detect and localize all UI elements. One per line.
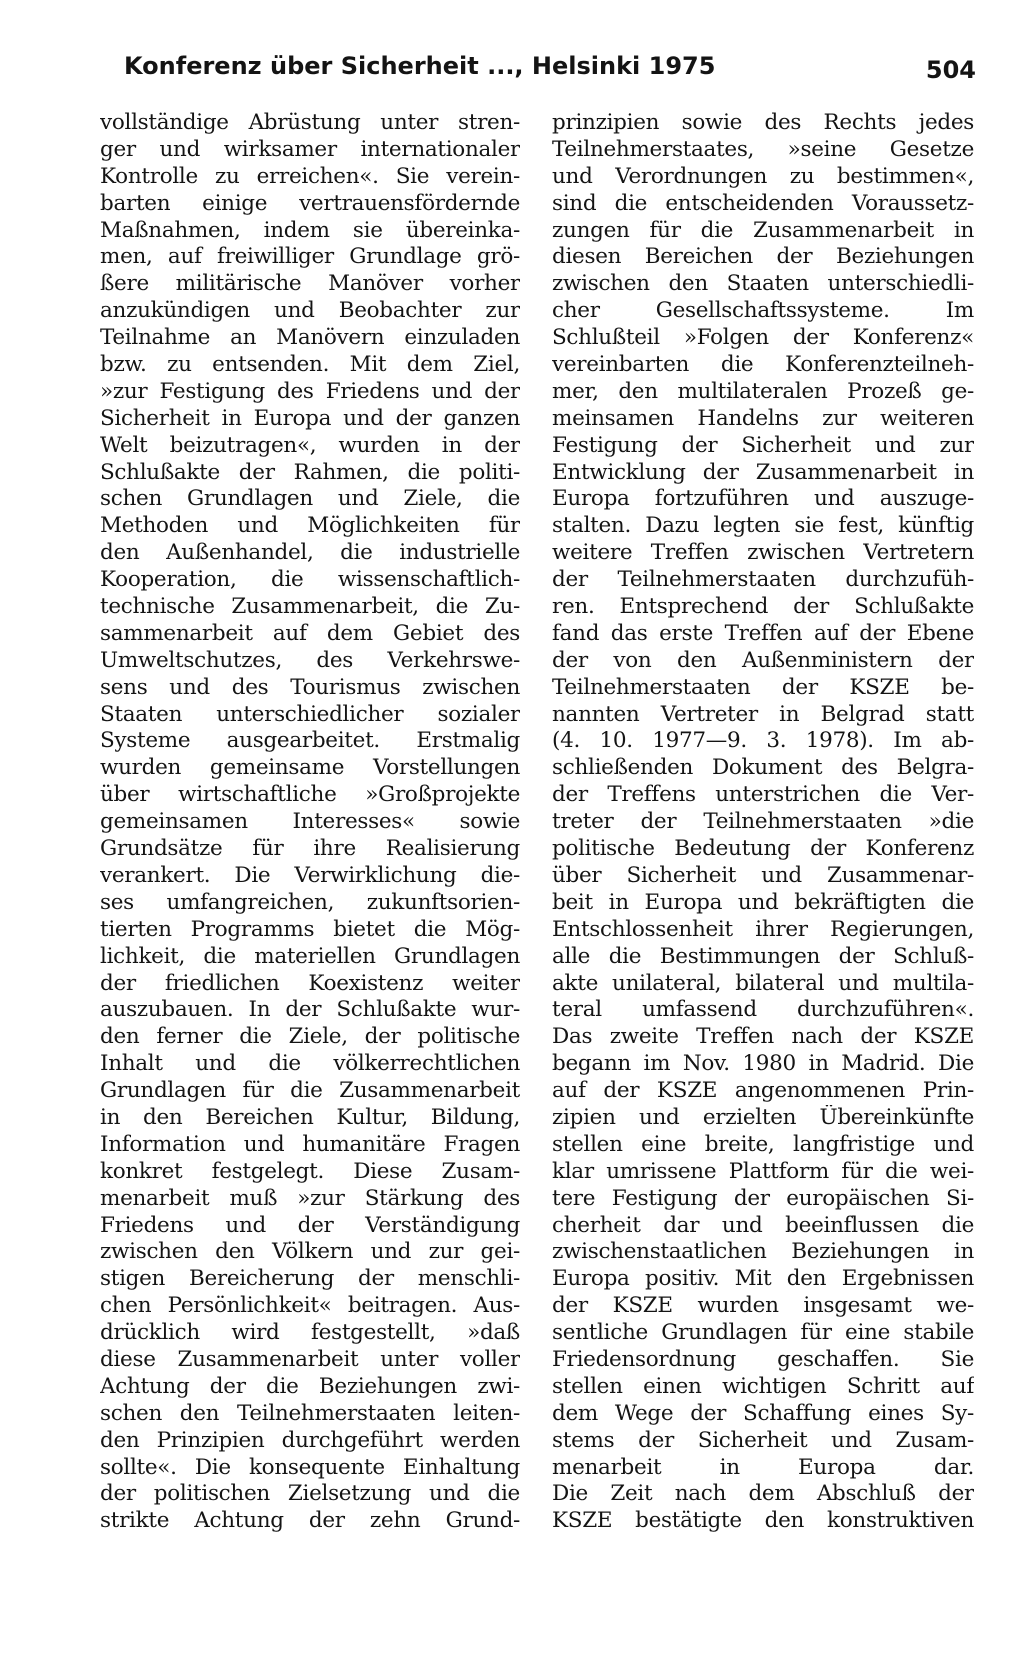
text-line: zipien und erzielten Übereinkünfte <box>552 1104 974 1130</box>
text-line: Teilnahme an Manövern einzuladen <box>100 325 520 351</box>
text-line: konkret festgelegt. Diese Zusam- <box>100 1158 520 1184</box>
text-line: Festigung der Sicherheit und zur <box>552 432 974 458</box>
text-line: sollte«. Die konsequente Einhaltung <box>100 1454 520 1480</box>
text-line: fand das erste Treffen auf der Ebene <box>552 620 974 646</box>
text-line: Die Zeit nach dem Abschluß der <box>552 1481 974 1507</box>
text-line: Maßnahmen, indem sie übereinka- <box>100 217 520 243</box>
text-line: Sicherheit in Europa und der ganzen <box>100 405 520 431</box>
text-line: zwischenstaatlichen Beziehungen in <box>552 1239 974 1265</box>
text-line: der von den Außenministern der <box>552 647 974 673</box>
text-line: Systeme ausgearbeitet. Erstmalig <box>100 728 520 754</box>
text-line: Umweltschutzes, des Verkehrswe- <box>100 647 520 673</box>
text-line: beit in Europa und bekräftigten die <box>552 889 974 915</box>
text-line: der KSZE wurden insgesamt we- <box>552 1293 974 1319</box>
text-line: cherheit dar und beeinflussen die <box>552 1212 974 1238</box>
text-line: politische Bedeutung der Konferenz <box>552 836 974 862</box>
page-number: 504 <box>925 56 976 84</box>
text-line: diesen Bereichen der Beziehungen <box>552 244 974 270</box>
text-line: Entwicklung der Zusammenarbeit in <box>552 459 974 485</box>
text-line: strikte Achtung der zehn Grund- <box>100 1508 520 1534</box>
text-line: Friedensordnung geschaffen. Sie <box>552 1346 974 1372</box>
text-line: über Sicherheit und Zusammenar- <box>552 862 974 888</box>
text-line: verankert. Die Verwirklichung die- <box>100 862 520 888</box>
text-line: schen den Teilnehmerstaaten leiten- <box>100 1400 520 1426</box>
text-line: drücklich wird festgestellt, »daß <box>100 1320 520 1346</box>
text-line: und Verordnungen zu bestimmen«, <box>552 163 974 189</box>
text-line: schließenden Dokument des Belgra- <box>552 755 974 781</box>
text-line: men, auf freiwilliger Grundlage grö- <box>100 244 520 270</box>
text-line: Achtung der die Beziehungen zwi- <box>100 1373 520 1399</box>
text-line: meinsamen Handelns zur weiteren <box>552 405 974 431</box>
text-line: teral umfassend durchzuführen«. <box>552 997 974 1023</box>
text-line: prinzipien sowie des Rechts jedes <box>552 110 974 135</box>
text-line: den ferner die Ziele, der politische <box>100 1024 520 1050</box>
text-line: ren. Entsprechend der Schlußakte <box>552 594 974 620</box>
text-line: akte unilateral, bilateral und multila- <box>552 970 974 996</box>
text-line: (4. 10. 1977—9. 3. 1978). Im ab- <box>552 728 974 754</box>
text-line: Staaten unterschiedlicher sozialer <box>100 701 520 727</box>
text-line: KSZE bestätigte den konstruktiven <box>552 1508 974 1534</box>
text-line: gemeinsamen Interesses« sowie <box>100 809 520 835</box>
running-title: Konferenz über Sicherheit ..., Helsinki 1975 <box>124 52 716 80</box>
text-line: zwischen den Völkern und zur gei- <box>100 1239 520 1265</box>
text-line: sammenarbeit auf dem Gebiet des <box>100 620 520 646</box>
text-line: auszubauen. In der Schlußakte wur- <box>100 997 520 1023</box>
text-line: sens und des Tourismus zwischen <box>100 674 520 700</box>
text-line: Friedens und der Verständigung <box>100 1212 520 1238</box>
text-line: sind die entscheidenden Voraussetz- <box>552 190 974 216</box>
text-line: cher Gesellschaftssysteme. Im <box>552 298 974 324</box>
text-line: Grundlagen für die Zusammenarbeit <box>100 1078 520 1104</box>
text-line: tierten Programms bietet die Mög- <box>100 916 520 942</box>
text-line: stellen einen wichtigen Schritt auf <box>552 1373 974 1399</box>
text-line: den Prinzipien durchgeführt werden <box>100 1427 520 1453</box>
text-line: auf der KSZE angenommenen Prin- <box>552 1078 974 1104</box>
text-line: begann im Nov. 1980 in Madrid. Die <box>552 1051 974 1077</box>
text-line: den Außenhandel, die industrielle <box>100 540 520 566</box>
text-line: alle die Bestimmungen der Schluß- <box>552 943 974 969</box>
text-line: bzw. zu entsenden. Mit dem Ziel, <box>100 352 520 378</box>
text-line: Schlußakte der Rahmen, die politi- <box>100 459 520 485</box>
text-line: zungen für die Zusammenarbeit in <box>552 217 974 243</box>
text-line: ger und wirksamer internationaler <box>100 136 520 162</box>
text-line: Kontrolle zu erreichen«. Sie verein- <box>100 163 520 189</box>
text-line: tere Festigung der europäischen Si- <box>552 1185 974 1211</box>
text-line: wurden gemeinsame Vorstellungen <box>100 755 520 781</box>
text-line: vollständige Abrüstung unter stren- <box>100 110 520 135</box>
text-line: ßere militärische Manöver vorher <box>100 271 520 297</box>
text-line: der Teilnehmerstaaten durchzufüh- <box>552 567 974 593</box>
text-line: chen Persönlichkeit« beitragen. Aus- <box>100 1293 520 1319</box>
text-line: lichkeit, die materiellen Grundlagen <box>100 943 520 969</box>
text-line: stigen Bereicherung der menschli- <box>100 1266 520 1292</box>
text-line: stellen eine breite, langfristige und <box>552 1131 974 1157</box>
text-line: treter der Teilnehmerstaaten »die <box>552 809 974 835</box>
text-line: »zur Festigung des Friedens und der <box>100 378 520 404</box>
text-line: in den Bereichen Kultur, Bildung, <box>100 1104 520 1130</box>
text-line: klar umrissene Plattform für die wei- <box>552 1158 974 1184</box>
text-line: Europa positiv. Mit den Ergebnissen <box>552 1266 974 1292</box>
text-line: anzukündigen und Beobachter zur <box>100 298 520 324</box>
text-line: ses umfangreichen, zukunftsorien- <box>100 889 520 915</box>
text-line: barten einige vertrauensfördernde <box>100 190 520 216</box>
text-column-right <box>552 110 974 1535</box>
text-line: diese Zusammenarbeit unter voller <box>100 1346 520 1372</box>
text-line: nannten Vertreter in Belgrad statt <box>552 701 974 727</box>
text-line: mer, den multilateralen Prozeß ge- <box>552 378 974 404</box>
text-line: menarbeit muß »zur Stärkung des <box>100 1185 520 1211</box>
text-line: Teilnehmerstaates, »seine Gesetze <box>552 136 974 162</box>
text-line: Europa fortzuführen und auszuge- <box>552 486 974 512</box>
text-line: dem Wege der Schaffung eines Sy- <box>552 1400 974 1426</box>
text-line: Methoden und Möglichkeiten für <box>100 513 520 539</box>
text-line: Inhalt und die völkerrechtlichen <box>100 1051 520 1077</box>
text-line: vereinbarten die Konferenzteilneh- <box>552 352 974 378</box>
text-line: sentliche Grundlagen für eine stabile <box>552 1320 974 1346</box>
text-line: Teilnehmerstaaten der KSZE be- <box>552 674 974 700</box>
text-line: zwischen den Staaten unterschiedli- <box>552 271 974 297</box>
text-line: Das zweite Treffen nach der KSZE <box>552 1024 974 1050</box>
text-line: der Treffens unterstrichen die Ver- <box>552 782 974 808</box>
text-line: Entschlossenheit ihrer Regierungen, <box>552 916 974 942</box>
text-line: stems der Sicherheit und Zusam- <box>552 1427 974 1453</box>
text-line: über wirtschaftliche »Großprojekte <box>100 782 520 808</box>
text-line: weitere Treffen zwischen Vertretern <box>552 540 974 566</box>
text-line: technische Zusammenarbeit, die Zu- <box>100 594 520 620</box>
text-line: Kooperation, die wissenschaftlich- <box>100 567 520 593</box>
text-line: Welt beizutragen«, wurden in der <box>100 432 520 458</box>
text-line: menarbeit in Europa dar. <box>552 1454 974 1480</box>
text-line: der politischen Zielsetzung und die <box>100 1481 520 1507</box>
text-line: schen Grundlagen und Ziele, die <box>100 486 520 512</box>
text-line: Information und humanitäre Fragen <box>100 1131 520 1157</box>
text-line: Schlußteil »Folgen der Konferenz« <box>552 325 974 351</box>
text-line: stalten. Dazu legten sie fest, künftig <box>552 513 974 539</box>
text-line: Grundsätze für ihre Realisierung <box>100 836 520 862</box>
text-column-left <box>100 110 520 1535</box>
text-line: der friedlichen Koexistenz weiter <box>100 970 520 996</box>
